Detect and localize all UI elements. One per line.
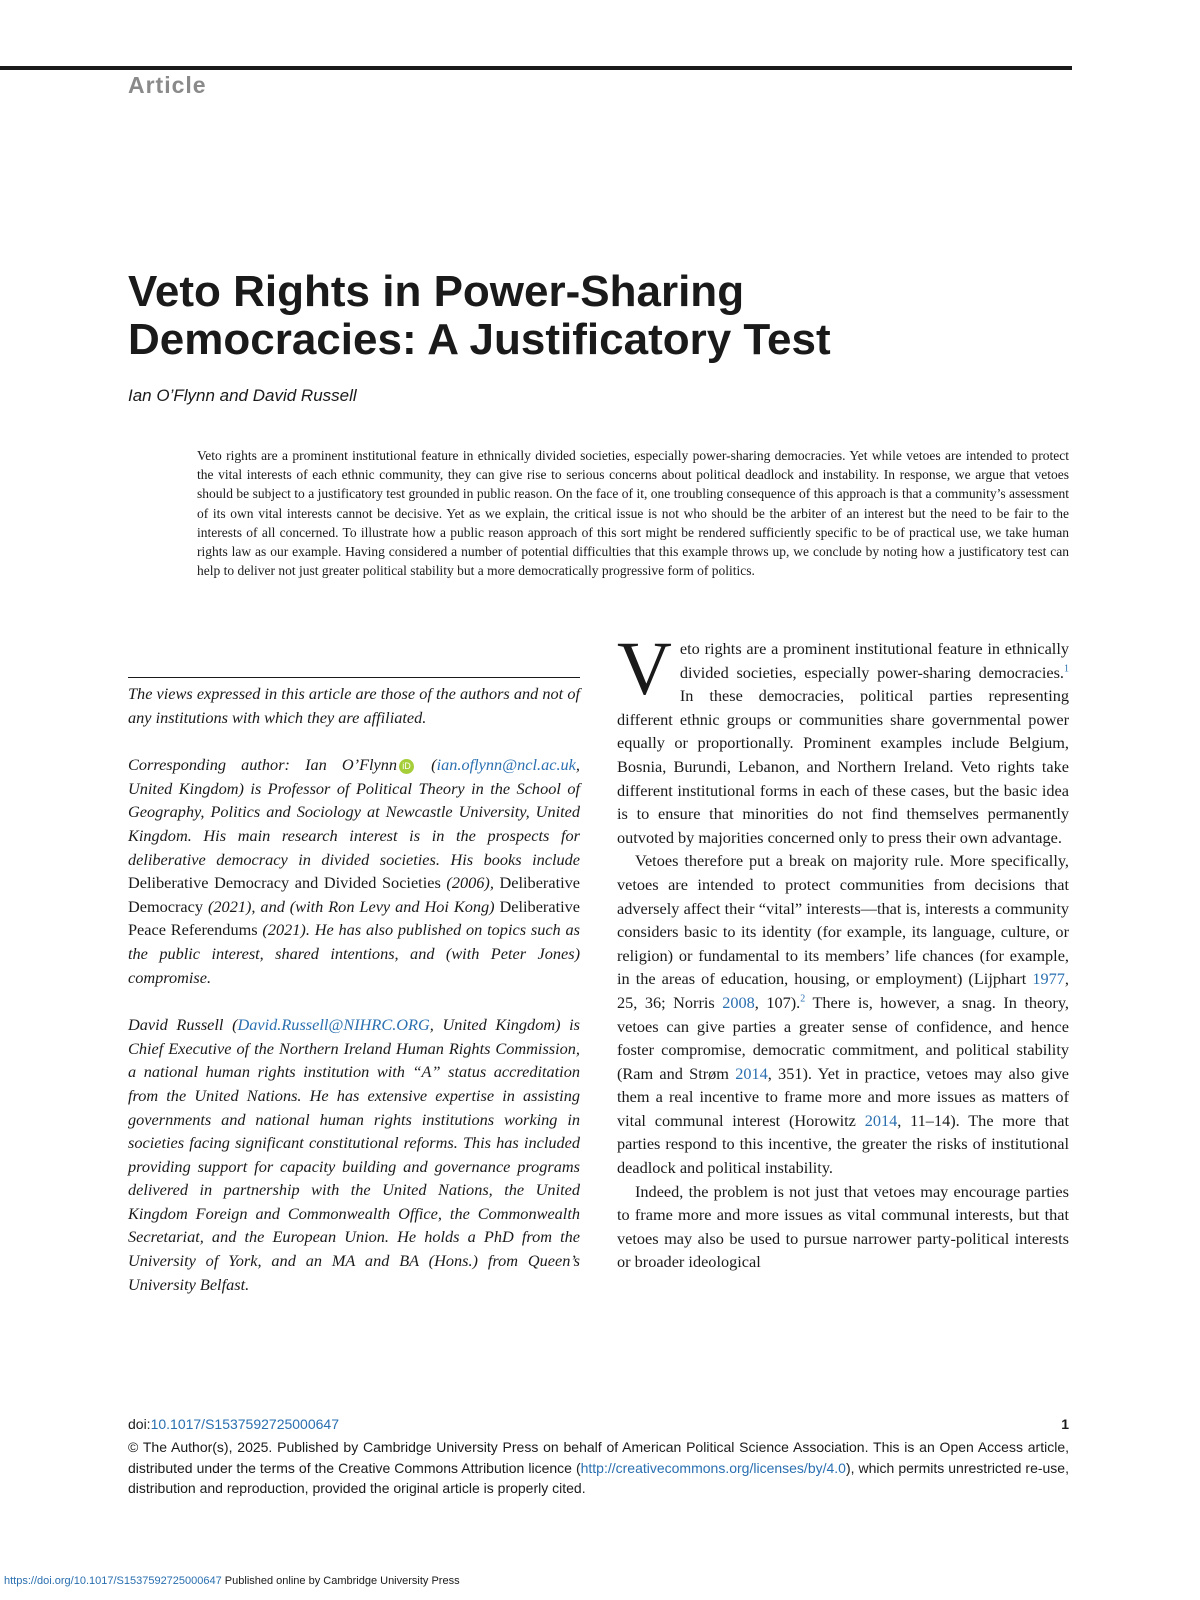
bio-ian-oflynn: Corresponding author: Ian O’Flynn iD (ian.oflynn@ncl.ac.uk, United Kingdom) is Professor of Political Theory in the School of Geography, Politics and Sociology at Newcastle University, United Kingdom. His main research interest is in the prospects for deliberative democracy in divided societies. His books include Deliberative Democracy and Divided Societies (2006), Deliberative Democracy (2021), and (with Ron Levy and Hoi Kong) Deliberative Peace Referendums (2021). He has also published on topics such as the public interest, shared intentions, and (with Peter Jones) compromise. <box>128 755 580 987</box>
footnote-ref-1[interactable]: 1 <box>1064 663 1069 675</box>
drop-cap: V <box>617 627 672 711</box>
title-line-2: Democracies: A Justificatory Test <box>128 315 831 364</box>
license-notice: © The Author(s), 2025. Published by Cambridge University Press on behalf of American Political Science Association. This is an Open Access article, distributed under the terms of the Creative Commons Attribution licence (http://creativecommons.org/licenses/by/4.0), which permits unrestricted re-use, distribution and reproduction, provided the original article is properly cited. <box>128 1439 1069 1496</box>
email-link-russell[interactable]: David.Russell@NIHRC.ORG <box>237 1015 430 1035</box>
citation-link[interactable]: 2014 <box>735 1063 768 1083</box>
email-link-oflynn[interactable]: ian.oflynn@ncl.ac.uk <box>436 755 576 775</box>
doi-line: doi:10.1017/S1537592725000647 1 <box>128 1416 1069 1432</box>
article-title <box>128 268 1028 364</box>
abstract: Veto rights are a prominent institutional feature in ethnically divided societies, especially power-sharing democracies. Yet while vetoes are intended to protect the vital interests of each ethnic community, they can give rise to serious concerns about political deadlock and instability. In response, we argue that vetoes should be subject to a justificatory test grounded in public reason. On the face of it, one troubling consequence of this approach is that a community’s assessment of its own vital interests cannot be decisive. Yet as we explain, the critical issue is not who should be the arbiter of an interest but the need to be fair to the interests of all concerned. To illustrate how a public reason approach of this sort might be rendered sufficiently specific to be of practical use, we take human rights law as our example. Having considered a number of potential difficulties that this example throws up, we conclude by noting how a justificatory test can help to deliver not just greater political stability but a more democratically progressive form of politics. <box>197 448 1069 579</box>
citation-link[interactable]: 1977 <box>1032 969 1065 989</box>
section-label: Article <box>128 72 207 98</box>
author-list: Ian O’Flynn and David Russell <box>128 386 357 405</box>
disclaimer-note: The views expressed in this article are those of the authors and not of any institutions with which they are affiliated. <box>128 684 580 727</box>
publisher-footer: https://doi.org/10.1017/S1537592725000647 Published online by Cambridge University Press <box>4 1575 460 1587</box>
doi-url-link[interactable]: https://doi.org/10.1017/S1537592725000647 <box>4 1575 222 1587</box>
body-paragraph-3: Indeed, the problem is not just that vetoes may encourage parties to frame more and more issues as vital communal interests, but that vetoes may also be used to pursue narrower party-political interests or broader ideological <box>617 1181 1069 1272</box>
license-link[interactable]: http://creativecommons.org/licenses/by/4.0 <box>580 1459 846 1476</box>
citation-link[interactable]: 2014 <box>864 1110 898 1130</box>
doi-link[interactable]: 10.1017/S1537592725000647 <box>150 1416 339 1432</box>
body-paragraph-1: Veto rights are a prominent institutional feature in ethnically divided societies, especially power-sharing democracies.$^1$ In these democracies, political parties representing different ethnic groups or communities share governmental power equally or proportionally. Prominent examples include Belgium, Bosnia, Burundi, Lebanon, and Northern Ireland. Veto rights take different institutional forms in each of these cases, but the basic idea is to ensure that minorities do not find themselves permanently outvoted by majorities concerned only to press their own advantage. <box>617 627 1069 847</box>
bio-david-russell: David Russell (David.Russell@NIHRC.ORG, United Kingdom) is Chief Executive of the Northern Ireland Human Rights Commission, a national human rights institution with “A” status accreditation from the United Nations. He has extensive expertise in assisting governments and national human rights institutions working in societies facing significant constitutional reforms. This has included providing support for capacity building and governance programs delivered in partnership with the United Nations, the United Kingdom Foreign and Commonwealth Office, the Commonwealth Secretariat, and the European Union. He holds a PhD from the University of York, and an MA and BA (Hons.) from Queen’s University Belfast. <box>128 1015 580 1294</box>
citation-link[interactable]: 2008 <box>722 992 755 1012</box>
body-paragraph-2: Vetoes therefore put a break on majority rule. More specifically, vetoes are intended to protect communities from decisions that adversely affect their “vital” interests—that is, interests a community considers basic to its identity (for example, its language, culture, or religion) or fundamental to its members’ life chances (for example, in the areas of education, housing, or employment) (Lijphart 1977, 25, 36; Norris 2008, 107).$^2$ There is, however, a snag. In theory, vetoes can give parties a greater sense of confidence, and hence foster compromise, democratic commitment, and political stability (Ram and Strøm 2014, 351). Yet in practice, vetoes may also give them a real incentive to frame more and more issues as matters of vital communal interest (Horowitz 2014, 11–14). The more that parties respond to this incentive, the greater the risks of institutional deadlock and political instability. <box>617 851 1070 1178</box>
page-number: 1 <box>1061 1416 1069 1432</box>
footnote-ref-2[interactable]: 2 <box>800 993 806 1005</box>
author-notes-column <box>128 677 580 1320</box>
orcid-icon[interactable]: iD <box>399 759 414 774</box>
title-line-1: Veto Rights in Power-Sharing <box>128 267 745 316</box>
top-rule <box>0 66 1072 70</box>
body-column <box>617 627 1070 1274</box>
